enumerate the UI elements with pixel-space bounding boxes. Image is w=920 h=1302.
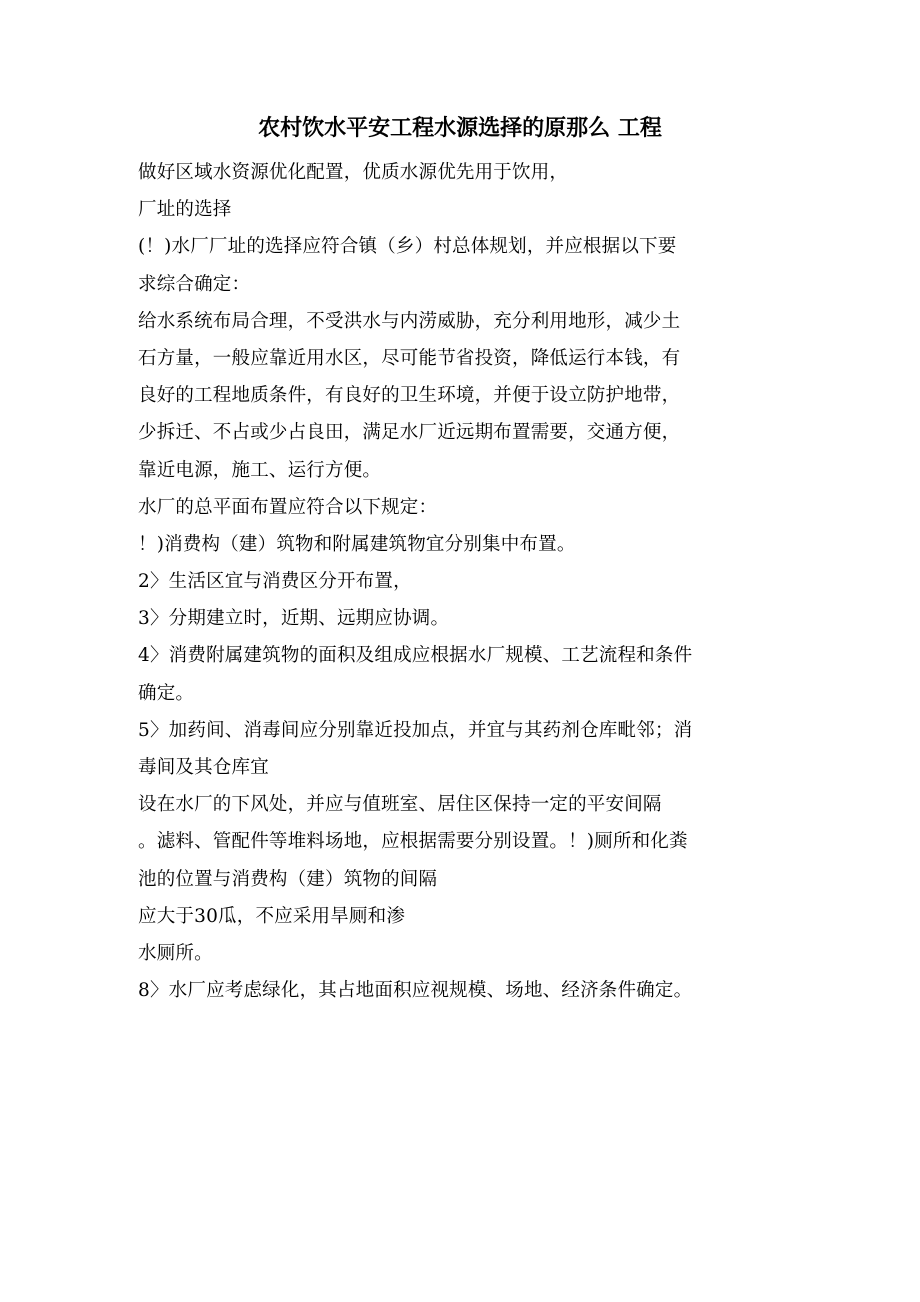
paragraph-line: 少拆迁、不占或少占良田，满足水厂近远期布置需要，交通方便， <box>138 422 681 444</box>
paragraph-line: 应大于30瓜，不应采用旱厕和渗 <box>138 905 406 927</box>
paragraph-line: 设在水厂的下风处，并应与值班室、居住区保持一定的平安间隔 <box>138 794 662 816</box>
paragraph-line: 8〉水厂应考虑绿化，其占地面积应视规模、场地、经济条件确定。 <box>138 980 693 1002</box>
paragraph-line: ！)消费构（建）筑物和附属建筑物宜分别集中布置。 <box>138 533 576 555</box>
paragraph-line: 确定。 <box>138 682 195 704</box>
paragraph-line: (！)水厂厂址的选择应符合镇（乡）村总体规划，并应根据以下要 <box>138 236 677 258</box>
paragraph-line: 良好的工程地质条件，有良好的卫生环境，并便于设立防护地带， <box>138 385 681 407</box>
document-body <box>138 154 788 1009</box>
paragraph-line: 池的位置与消费构（建）筑物的间隔 <box>138 868 438 890</box>
paragraph-line: 3〉分期建立时，近期、远期应协调。 <box>138 608 450 630</box>
paragraph-line: 厂址的选择 <box>138 199 232 221</box>
paragraph-line: 靠近电源，施工、运行方便。 <box>138 459 382 481</box>
paragraph-line: 求综合确定： <box>138 273 251 295</box>
paragraph-line: 毒间及其仓库宜 <box>138 757 269 778</box>
paragraph-line: 2〉生活区宜与消费区分开布置， <box>138 571 412 593</box>
paragraph-line: 5〉加药间、消毒间应分别靠近投加点，并宜与其药剂仓库毗邻；消 <box>138 719 693 741</box>
document-title: 农村饮水平安工程水源选择的原那么 工程 <box>258 115 662 141</box>
paragraph-line: 4〉消费附属建筑物的面积及组成应根据水厂规模、工艺流程和条件 <box>138 645 693 667</box>
paragraph-line: 。滤料、管配件等堆料场地，应根据需要分别设置。！)厕所和化粪 <box>138 831 688 853</box>
paragraph-line: 做好区域水资源优化配置，优质水源优先用于饮用， <box>138 162 569 183</box>
paragraph-line: 水厕所。 <box>138 942 213 964</box>
paragraph-line: 石方量，一般应靠近用水区，尽可能节省投资，降低运行本钱，有 <box>138 347 681 369</box>
paragraph-line: 水厂的总平面布置应符合以下规定： <box>138 496 438 518</box>
paragraph-line: 给水系统布局合理，不受洪水与内涝威胁，充分利用地形，减少土 <box>138 310 681 332</box>
